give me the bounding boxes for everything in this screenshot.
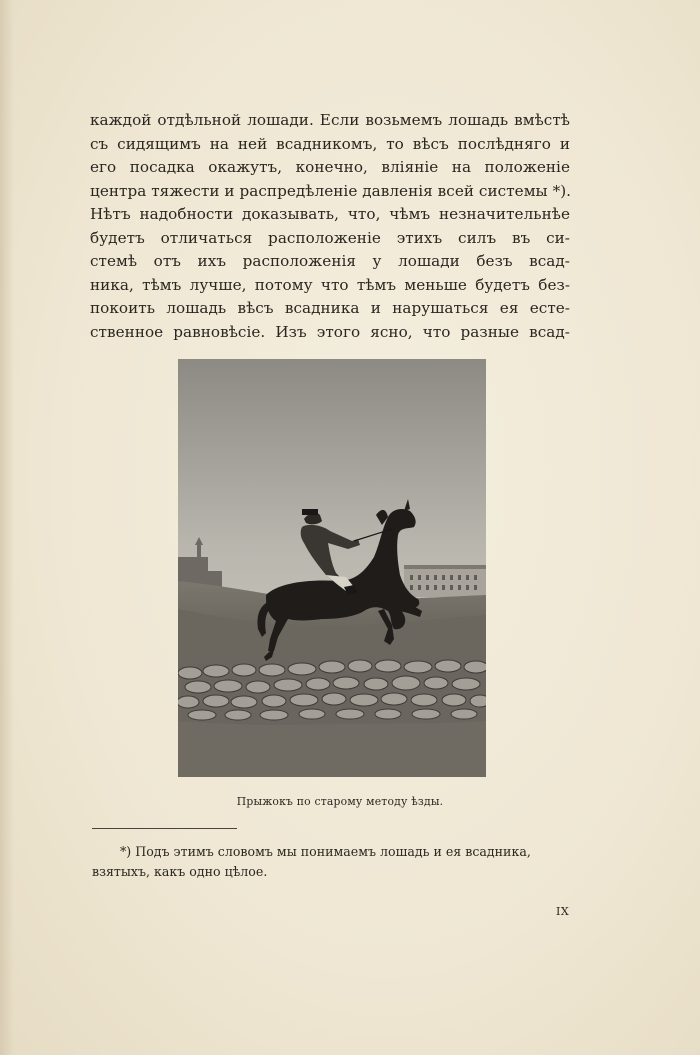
photo-plate xyxy=(178,359,486,777)
text-line: покоить лошадь вѣсъ всадника и нарушаться ея есте- xyxy=(90,299,570,317)
page-gutter-shadow xyxy=(0,0,14,1055)
text-line: съ сидящимъ на ней всадникомъ, то вѣсъ послѣдняго и xyxy=(90,134,570,153)
text-line: стемѣ отъ ихъ расположенія у лошади безъ всад- xyxy=(90,252,570,270)
distant-building-right xyxy=(404,565,486,597)
footnote-line: взятыхъ, какъ одно цѣлое. xyxy=(92,864,268,879)
text-line: ника, тѣмъ лучше, потому что тѣмъ меньше будетъ без- xyxy=(90,275,570,294)
footnote-line: *) Подъ этимъ словомъ мы понимаемъ лошадь и ея всадника, xyxy=(120,844,531,859)
text-line: ственное равновѣсіе. Изъ этого ясно, что разные всад- xyxy=(90,322,570,341)
body-paragraph xyxy=(90,109,570,344)
text-line: центра тяжести и распредѣленіе давленія всей системы *). xyxy=(90,181,572,200)
stone-wall xyxy=(178,660,486,726)
footnote xyxy=(92,842,580,882)
figure-caption: Прыжокъ по старому методу ѣзды. xyxy=(236,795,444,808)
footnote-divider xyxy=(92,828,237,829)
text-line: будетъ отличаться расположеніе этихъ силъ въ си- xyxy=(90,228,570,247)
text-line: его посадка окажутъ, конечно, вліяніе на положеніе xyxy=(90,158,570,176)
text-line: Нѣтъ надобности доказывать, что, чѣмъ незначительнѣе xyxy=(90,205,570,223)
text-line: каждой отдѣльной лошади. Если возьмемъ лошадь вмѣстѣ xyxy=(90,111,570,129)
horse-jump-photo xyxy=(178,359,486,777)
page-number: IX xyxy=(556,905,570,918)
